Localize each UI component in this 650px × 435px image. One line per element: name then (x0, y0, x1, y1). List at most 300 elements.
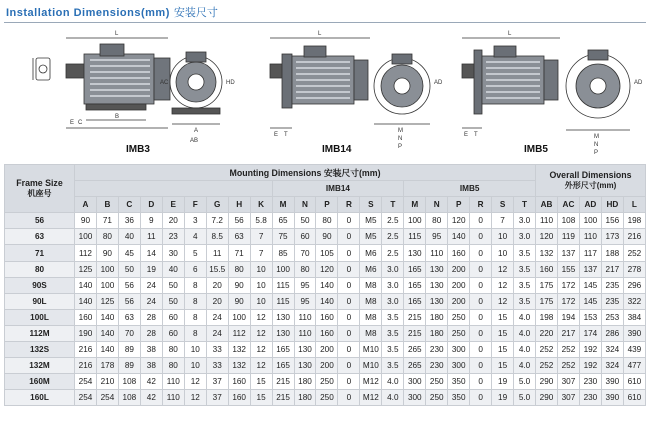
table-cell: 0 (338, 309, 360, 325)
table-cell: 200 (448, 261, 470, 277)
table-cell: 0 (470, 374, 492, 390)
table-cell: 38 (140, 342, 162, 358)
table-cell: 130 (272, 325, 294, 341)
table-cell: 278 (623, 261, 645, 277)
imb14-front-view (374, 54, 430, 124)
label-ab: AB (190, 138, 199, 144)
table-cell: 110 (294, 309, 316, 325)
table-cell: 9 (140, 213, 162, 229)
table-cell: 7 (250, 229, 272, 245)
table-cell: 108 (557, 213, 579, 229)
column-header: L (623, 197, 645, 213)
table-cell: 165 (404, 277, 426, 293)
table-cell: 3.5 (382, 325, 404, 341)
table-cell: 175 (536, 293, 558, 309)
table-cell: 0 (338, 342, 360, 358)
table-cell: 190 (75, 325, 97, 341)
label-b5-l: L (508, 31, 512, 37)
table-cell: 3.5 (514, 245, 536, 261)
table-cell: 350 (448, 390, 470, 406)
table-cell: 38 (140, 358, 162, 374)
label-e: E (70, 120, 75, 126)
table-cell: 132 (228, 358, 250, 374)
table-cell: 160 (75, 309, 97, 325)
column-header: G (206, 197, 228, 213)
table-cell: 10 (184, 342, 206, 358)
frame-size-cell: 90S (5, 277, 75, 293)
frame-size-cell: 132S (5, 342, 75, 358)
shaft-key-detail (33, 58, 50, 80)
table-cell: 250 (426, 390, 448, 406)
table-cell: 70 (294, 245, 316, 261)
column-header: AB (536, 197, 558, 213)
table-cell: 290 (536, 390, 558, 406)
table-cell: 12 (492, 293, 514, 309)
table-cell: 110 (426, 245, 448, 261)
table-cell: 33 (206, 342, 228, 358)
table-cell: 80 (162, 358, 184, 374)
table-cell: 15 (492, 358, 514, 374)
table-row (5, 374, 646, 390)
dimensions-table-wrapper (4, 164, 646, 406)
table-cell: 0 (470, 245, 492, 261)
table-cell: 390 (601, 374, 623, 390)
table-cell: 216 (75, 342, 97, 358)
table-cell: 56 (228, 213, 250, 229)
table-cell: 108 (118, 374, 140, 390)
column-header: T (382, 197, 404, 213)
table-cell: 12 (184, 374, 206, 390)
table-cell: 50 (162, 277, 184, 293)
table-cell: 89 (118, 342, 140, 358)
table-cell: 130 (294, 342, 316, 358)
table-cell: M8 (360, 277, 382, 293)
column-header: K (250, 197, 272, 213)
table-cell: 90 (75, 213, 97, 229)
table-cell: 439 (623, 342, 645, 358)
table-cell: 3.0 (514, 213, 536, 229)
overall-dimensions-header: Overall Dimensions 外形尺寸(mm) (536, 165, 646, 197)
column-header: N (294, 197, 316, 213)
table-cell: 120 (448, 213, 470, 229)
table-cell: 50 (294, 213, 316, 229)
table-cell: 252 (557, 358, 579, 374)
table-cell: 90 (316, 229, 338, 245)
label-b14-l: L (318, 31, 322, 37)
table-cell: 0 (338, 293, 360, 309)
table-cell: 24 (140, 277, 162, 293)
table-cell: 0 (338, 229, 360, 245)
column-header: AC (557, 197, 579, 213)
table-row (5, 309, 646, 325)
table-cell: 180 (294, 390, 316, 406)
table-cell: 140 (96, 325, 118, 341)
table-cell: 165 (272, 358, 294, 374)
imb5-side-view (462, 38, 560, 128)
column-header: M (272, 197, 294, 213)
table-cell: M12 (360, 390, 382, 406)
table-cell: 95 (294, 293, 316, 309)
table-cell: 216 (623, 229, 645, 245)
table-cell: 0 (338, 374, 360, 390)
table-cell: 100 (75, 229, 97, 245)
label-b: B (115, 114, 120, 120)
table-cell: 250 (316, 390, 338, 406)
table-cell: 100 (96, 277, 118, 293)
table-cell: 28 (140, 309, 162, 325)
table-cell: 2.5 (382, 245, 404, 261)
table-cell: 180 (426, 309, 448, 325)
table-cell: 20 (206, 293, 228, 309)
table-row (5, 358, 646, 374)
table-cell: 8 (184, 325, 206, 341)
table-cell: 390 (623, 325, 645, 341)
table-cell: 7.2 (206, 213, 228, 229)
table-cell: 0 (470, 293, 492, 309)
column-header: H (228, 197, 250, 213)
label-b5-t: T (474, 132, 478, 138)
table-cell: 217 (601, 261, 623, 277)
table-cell: 215 (404, 309, 426, 325)
label-b14-p: P (398, 144, 403, 150)
frame-size-cell: 71 (5, 245, 75, 261)
table-cell: 24 (140, 293, 162, 309)
table-cell: 254 (75, 374, 97, 390)
table-cell: 3.0 (382, 293, 404, 309)
table-cell: 173 (601, 229, 623, 245)
table-cell: 215 (404, 325, 426, 341)
frame-size-cell: 160M (5, 374, 75, 390)
table-cell: 40 (118, 229, 140, 245)
table-cell: 140 (96, 309, 118, 325)
table-row (5, 293, 646, 309)
table-cell: 200 (448, 293, 470, 309)
frame-size-cell: 80 (5, 261, 75, 277)
table-cell: 0 (470, 277, 492, 293)
technical-drawings (0, 24, 650, 160)
table-cell: 165 (404, 261, 426, 277)
table-cell: 137 (557, 245, 579, 261)
table-cell: 15 (250, 374, 272, 390)
table-cell: 194 (557, 309, 579, 325)
table-cell: 8 (184, 309, 206, 325)
table-cell: 117 (579, 245, 601, 261)
imb5-front-view (566, 50, 630, 130)
table-cell: 145 (579, 293, 601, 309)
table-cell: 37 (206, 374, 228, 390)
table-cell: 3.0 (514, 229, 536, 245)
table-row (5, 213, 646, 229)
table-cell: 20 (206, 277, 228, 293)
table-cell: 60 (294, 229, 316, 245)
table-cell: 477 (623, 358, 645, 374)
table-cell: 217 (557, 325, 579, 341)
table-cell: 145 (579, 277, 601, 293)
table-cell: 178 (96, 358, 118, 374)
label-c: C (78, 120, 83, 126)
drawings-svg (0, 24, 650, 160)
table-cell: 115 (272, 277, 294, 293)
table-cell: 8.5 (206, 229, 228, 245)
table-cell: 110 (162, 390, 184, 406)
table-cell: 14 (140, 245, 162, 261)
table-cell: 36 (118, 213, 140, 229)
table-cell: 125 (96, 293, 118, 309)
table-cell: 3 (184, 213, 206, 229)
table-cell: 112 (75, 245, 97, 261)
table-cell: 4.0 (514, 358, 536, 374)
table-cell: 160 (228, 374, 250, 390)
table-cell: M8 (360, 325, 382, 341)
table-cell: 80 (96, 229, 118, 245)
table-cell: 50 (162, 293, 184, 309)
table-cell: 165 (272, 342, 294, 358)
label-ac: AC (160, 80, 169, 86)
column-header: M (404, 197, 426, 213)
table-cell: M12 (360, 374, 382, 390)
table-cell: 80 (426, 213, 448, 229)
table-cell: 192 (579, 358, 601, 374)
table-cell: 5.0 (514, 374, 536, 390)
table-cell: 250 (316, 374, 338, 390)
table-cell: 3.0 (382, 277, 404, 293)
table-cell: 4.0 (382, 374, 404, 390)
table-cell: 90 (228, 277, 250, 293)
table-cell: 5.8 (250, 213, 272, 229)
table-cell: 80 (162, 342, 184, 358)
table-cell: 71 (96, 213, 118, 229)
frame-size-cell: 90L (5, 293, 75, 309)
label-a: A (194, 128, 199, 134)
table-cell: 3.5 (514, 293, 536, 309)
table-cell: 253 (601, 309, 623, 325)
table-cell: 350 (448, 374, 470, 390)
table-cell: 100 (404, 213, 426, 229)
label-b5-e: E (464, 132, 469, 138)
table-cell: M8 (360, 309, 382, 325)
table-cell: 110 (536, 213, 558, 229)
table-cell: 7 (492, 213, 514, 229)
table-cell: 119 (557, 229, 579, 245)
table-cell: 10 (184, 358, 206, 374)
table-cell: 254 (96, 390, 118, 406)
table-cell: 45 (118, 245, 140, 261)
table-cell: 132 (536, 245, 558, 261)
table-cell: 0 (338, 245, 360, 261)
table-cell: 108 (118, 390, 140, 406)
table-cell: 115 (404, 229, 426, 245)
table-cell: 7 (250, 245, 272, 261)
table-cell: 230 (579, 390, 601, 406)
table-cell: 80 (316, 213, 338, 229)
column-header: HD (601, 197, 623, 213)
table-cell: 0 (470, 309, 492, 325)
table-cell: 130 (426, 261, 448, 277)
table-cell: 216 (75, 358, 97, 374)
table-cell: 4.0 (514, 342, 536, 358)
table-cell: M10 (360, 358, 382, 374)
table-cell: 254 (75, 390, 97, 406)
frame-size-cell: 112M (5, 325, 75, 341)
table-cell: 40 (162, 261, 184, 277)
table-cell: 63 (118, 309, 140, 325)
table-cell: 5 (184, 245, 206, 261)
table-cell: 250 (426, 374, 448, 390)
header-row-1 (5, 165, 646, 181)
table-cell: 42 (140, 390, 162, 406)
frame-size-cell: 56 (5, 213, 75, 229)
table-cell: 307 (557, 390, 579, 406)
frame-size-cell: 63 (5, 229, 75, 245)
table-cell: 140 (75, 293, 97, 309)
table-cell: 140 (75, 277, 97, 293)
table-cell: 200 (316, 342, 338, 358)
table-cell: M10 (360, 342, 382, 358)
frame-size-cell: 100L (5, 309, 75, 325)
frame-size-header: Frame Size 机座号 (5, 165, 75, 213)
table-cell: 12 (184, 390, 206, 406)
table-cell: 24 (206, 309, 228, 325)
table-body (5, 213, 646, 406)
table-cell: 10 (250, 261, 272, 277)
table-cell: 307 (557, 374, 579, 390)
table-row (5, 342, 646, 358)
b14-group-header: IMB14 (272, 181, 404, 197)
table-cell: 15 (250, 390, 272, 406)
table-cell: 610 (623, 390, 645, 406)
table-row (5, 277, 646, 293)
column-header: D (140, 197, 162, 213)
table-cell: 15 (492, 325, 514, 341)
table-cell: 165 (404, 293, 426, 309)
table-cell: 5.0 (514, 390, 536, 406)
table-cell: 130 (272, 309, 294, 325)
table-cell: 390 (601, 390, 623, 406)
table-cell: 105 (316, 245, 338, 261)
table-cell: 0 (338, 390, 360, 406)
table-cell: 112 (228, 325, 250, 341)
table-cell: 250 (448, 325, 470, 341)
table-cell: 100 (228, 309, 250, 325)
column-header: S (492, 197, 514, 213)
table-cell: 100 (579, 213, 601, 229)
table-cell: 322 (623, 293, 645, 309)
table-cell: 12 (492, 277, 514, 293)
table-cell: 4.0 (382, 390, 404, 406)
table-cell: 63 (228, 229, 250, 245)
table-row (5, 229, 646, 245)
frame-size-cell: 160L (5, 390, 75, 406)
column-header: N (426, 197, 448, 213)
table-cell: 300 (448, 358, 470, 374)
mount-label-imb5: IMB5 (524, 144, 548, 155)
table-cell: 0 (470, 229, 492, 245)
table-cell: 235 (601, 277, 623, 293)
table-cell: 160 (448, 245, 470, 261)
table-cell: 56 (118, 293, 140, 309)
table-cell: 198 (623, 213, 645, 229)
table-cell: 100 (272, 261, 294, 277)
table-cell: 90 (228, 293, 250, 309)
table-cell: 2.5 (382, 213, 404, 229)
column-header: E (162, 197, 184, 213)
table-cell: 15.5 (206, 261, 228, 277)
column-header: C (118, 197, 140, 213)
table-cell: 110 (294, 325, 316, 341)
column-header: T (514, 197, 536, 213)
table-cell: 0 (338, 277, 360, 293)
table-cell: 3.0 (382, 261, 404, 277)
label-hd: HD (226, 80, 235, 86)
table-cell: 180 (294, 374, 316, 390)
table-cell: 3.5 (382, 342, 404, 358)
table-cell: 290 (536, 374, 558, 390)
mount-label-imb14: IMB14 (322, 144, 352, 155)
column-header: AD (579, 197, 601, 213)
table-cell: 12 (492, 261, 514, 277)
table-cell: 140 (96, 342, 118, 358)
table-cell: 130 (426, 293, 448, 309)
table-cell: 60 (162, 309, 184, 325)
table-cell: 300 (404, 390, 426, 406)
table-cell: 95 (426, 229, 448, 245)
table-cell: 56 (118, 277, 140, 293)
table-cell: 172 (557, 277, 579, 293)
mounting-dimensions-header: Mounting Dimensions 安装尺寸(mm) (75, 165, 536, 181)
table-cell: 85 (272, 245, 294, 261)
table-cell: 2.5 (382, 229, 404, 245)
table-cell: 125 (75, 261, 97, 277)
table-cell: 3.5 (514, 261, 536, 277)
table-cell: 3.5 (382, 358, 404, 374)
table-cell: 50 (118, 261, 140, 277)
table-cell: 250 (448, 309, 470, 325)
table-cell: 12 (250, 309, 272, 325)
table-cell: 20 (162, 213, 184, 229)
table-cell: 610 (623, 374, 645, 390)
table-cell: 140 (316, 293, 338, 309)
table-cell: 19 (492, 374, 514, 390)
table-cell: 0 (470, 261, 492, 277)
imb3-front-view (170, 52, 222, 124)
table-cell: 130 (404, 245, 426, 261)
table-cell: M5 (360, 229, 382, 245)
table-cell: 75 (272, 229, 294, 245)
column-header: P (448, 197, 470, 213)
page-title-cn: 安装尺寸 (173, 7, 218, 19)
table-cell: 4.0 (514, 325, 536, 341)
table-cell: 200 (316, 358, 338, 374)
table-cell: 210 (96, 374, 118, 390)
table-cell: 324 (601, 358, 623, 374)
table-cell: 130 (426, 277, 448, 293)
table-cell: 80 (228, 261, 250, 277)
table-cell: 156 (601, 213, 623, 229)
table-cell: 19 (492, 390, 514, 406)
label-b14-n: N (398, 136, 403, 142)
table-cell: 3.5 (382, 309, 404, 325)
table-cell: 0 (338, 325, 360, 341)
table-cell: 15 (492, 309, 514, 325)
table-cell: 215 (272, 374, 294, 390)
table-cell: 10 (250, 277, 272, 293)
table-cell: 132 (228, 342, 250, 358)
table-cell: 0 (470, 358, 492, 374)
table-cell: 24 (206, 325, 228, 341)
table-cell: 175 (536, 277, 558, 293)
label-b5-ad: AD (634, 80, 643, 86)
label-b14-e: E (274, 132, 279, 138)
